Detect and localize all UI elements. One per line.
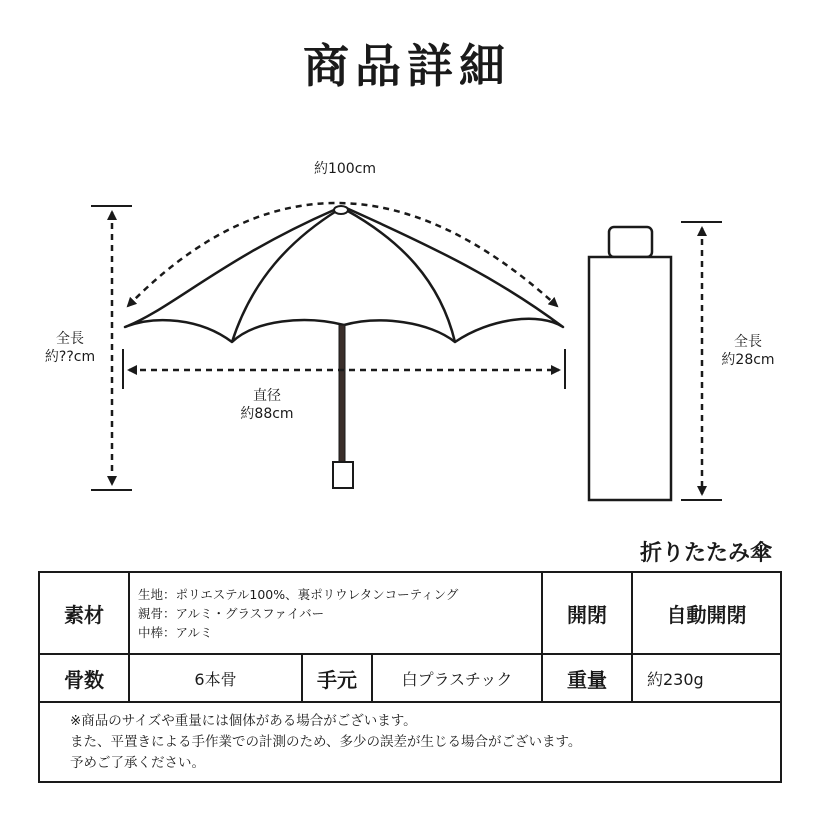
note-line: ※商品のサイズや重量には個体がある場合がございます。 [70,712,417,729]
folded-cap [609,227,652,257]
diameter-value: 約88cm [240,406,294,422]
folded-body [589,257,671,500]
weight-value: 約230g [632,654,781,702]
page-title: 商品詳細 [303,39,511,93]
umbrella-tip [334,206,348,214]
product-type-heading: 折りたたみ傘 [639,541,772,566]
material-line: 親骨：アルミ・グラスファイバー [138,605,325,621]
notes [39,702,781,782]
open-close-label: 開閉 [542,572,632,654]
material-line: 中棒：アルミ [138,624,213,640]
folded-length-label [706,333,790,369]
open-length-label [30,330,110,366]
ribs-value: 6本骨 [129,654,302,702]
material-details [129,572,542,654]
spec-row-material [39,572,781,654]
handle-label: 手元 [302,654,372,702]
folded-length-value: 約28cm [721,352,775,368]
handle-value: 白プラスチック [372,654,542,702]
open-close-value: 自動開閉 [632,572,781,654]
note-line: 予めご了承ください。 [70,754,205,771]
material-line: 生地：ポリエステル100%、裏ポリウレタンコーティング [138,586,459,602]
umbrella-shaft [339,325,345,465]
spec-row-ribs [39,654,781,702]
diameter-title: 直径 [253,388,281,404]
open-length-value: 約??cm [44,349,96,365]
spec-row-notes [39,702,781,782]
weight-label: 重量 [542,654,632,702]
note-line: また、平置きによる手作業での計測のため、多少の誤差が生じる場合がございます。 [70,733,582,750]
material-label: 素材 [39,572,129,654]
arc-label: 約100cm [313,161,377,177]
umbrella-canopy [125,207,563,342]
umbrella-handle [333,462,353,488]
spec-table [38,571,782,783]
ribs-label: 骨数 [39,654,129,702]
diameter-label [212,387,322,423]
open-length-title: 全長 [56,331,84,347]
folded-length-title: 全長 [734,334,762,350]
